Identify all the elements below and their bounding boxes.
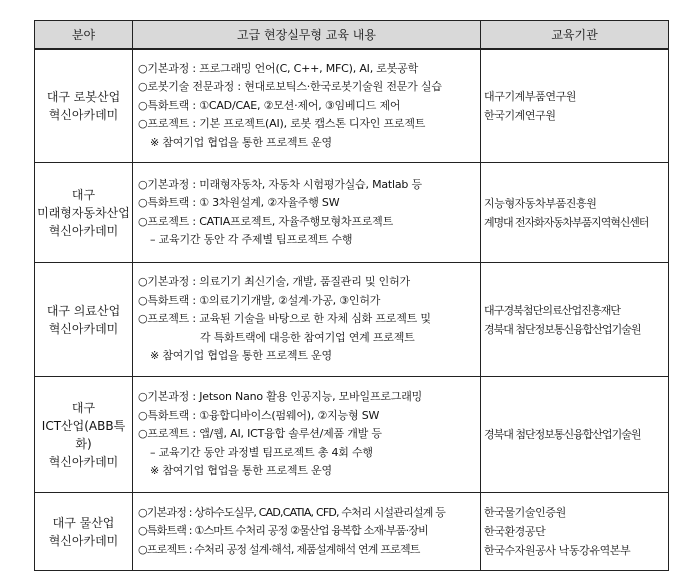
institution-line: 한국물기술인증원: [484, 506, 566, 519]
content-line: ○프로젝트 : 기본 프로젝트(AI), 로봇 캡스톤 디자인 프로젝트: [138, 117, 426, 130]
content-line: ○특화트랙 : ①의료기기개발, ②설계·가공, ③인허가: [138, 293, 381, 307]
content-cell: [133, 163, 481, 263]
content-line: ○프로젝트 : 수처리 공정 설계·해석, 제품설계해석 연계 프로젝트: [138, 542, 420, 556]
field-line: 혁신아카데미: [48, 107, 119, 122]
field-cell: [35, 49, 133, 163]
institution-line: 한국환경공단: [484, 525, 546, 538]
content-line-continued: 각 특화트랙에 대응한 참여기업 연계 프로젝트: [200, 330, 415, 344]
content-line: ○특화트랙 : ①스마트 수처리 공정 ②물산업 융복합 소재·부품·장비: [138, 524, 428, 538]
field-cell: [35, 163, 133, 263]
content-line: ○프로젝트 : 앱/웹, AI, ICT융합 솔루션/제품 개발 등: [138, 427, 382, 441]
field-line: 대구 로봇산업: [46, 89, 121, 104]
content-line: ○로봇기술 전문과정 : 현대로보틱스·한국로봇기술원 전문가 실습: [138, 80, 442, 93]
field-cell: [35, 493, 133, 571]
content-note: ※ 참여기업 협업을 통한 프로젝트 운영: [150, 135, 332, 149]
field-line: 대구 의료산업: [46, 303, 121, 318]
content-line: ○프로젝트 : 교육된 기술을 바탕으로 한 자체 심화 프로젝트 및: [138, 312, 431, 326]
header-field: 분야: [35, 21, 133, 49]
table-header-row: [35, 21, 669, 49]
field-line: ICT산업(ABB특화): [41, 418, 126, 451]
institution-line: 한국기계연구원: [484, 108, 556, 122]
content-cell: [133, 493, 481, 571]
content-note: ※ 참여기업 협업을 통한 프로젝트 운영: [150, 464, 332, 478]
table-row: [35, 263, 669, 377]
institution-cell: [481, 493, 669, 571]
field-line: 대구 물산업: [52, 515, 115, 530]
content-line: ○기본과정 : 상하수도실무, CAD,CATIA, CFD, 수처리 시설관리설계 등: [138, 505, 446, 519]
content-line: ○특화트랙 : ①CAD/CAE, ②모션·제어, ③임베디드 제어: [138, 98, 401, 112]
table-row: [35, 377, 669, 493]
table-row: [35, 493, 669, 571]
institution-line: 경북대 첨단정보통신융합산업기술원: [484, 322, 641, 336]
content-line: ○프로젝트 : CATIA프로젝트, 자율주행모형차프로젝트: [138, 214, 394, 228]
institution-line: 대구기계부품연구원: [484, 89, 577, 103]
academy-table-container: [34, 20, 668, 571]
field-cell: [35, 377, 133, 493]
institution-cell: [481, 263, 669, 377]
field-line: 혁신아카데미: [48, 223, 119, 238]
content-line: ○기본과정 : 의료기기 최신기술, 개발, 품질관리 및 인허가: [138, 275, 410, 289]
institution-line: 경북대 첨단정보통신융합산업기술원: [484, 428, 641, 441]
content-note: – 교육기간 동안 각 주제별 팀프로젝트 수행: [150, 233, 353, 246]
header-institution: 교육기관: [481, 21, 669, 49]
content-line: ○특화트랙 : ① 3차원설계, ②자율주행 SW: [138, 196, 340, 209]
table-row: [35, 49, 669, 163]
field-line: 혁신아카데미: [48, 533, 119, 548]
institution-line: 계명대 전자화자동차부품지역혁신센터: [484, 215, 649, 229]
field-line: 혁신아카데미: [48, 321, 119, 336]
field-line: 혁신아카데미: [48, 454, 119, 469]
field-line: 대구: [71, 400, 96, 415]
content-cell: [133, 263, 481, 377]
institution-cell: [481, 49, 669, 163]
institution-line: 대구경북첨단의료산업진흥재단: [484, 303, 621, 317]
field-cell: [35, 263, 133, 377]
content-note: – 교육기간 동안 과정별 팀프로젝트 총 4회 수행: [150, 445, 373, 459]
content-note: ※ 참여기업 협업을 통한 프로젝트 운영: [150, 349, 332, 363]
content-cell: [133, 377, 481, 493]
field-line: 대구: [71, 187, 96, 202]
content-line: ○기본과정 : Jetson Nano 활용 인공지능, 모바일프로그래밍: [138, 390, 423, 404]
header-content: 고급 현장실무형 교육 내용: [133, 21, 481, 49]
content-line: ○특화트랙 : ①융합디바이스(펌웨어), ②지능형 SW: [138, 408, 380, 422]
institution-cell: [481, 377, 669, 493]
institution-line: 지능형자동차부품진흥원: [484, 196, 597, 210]
content-line: ○기본과정 : 프로그래밍 언어(C, C++, MFC), AI, 로봇공학: [138, 61, 419, 75]
field-line: 미래형자동차산업: [37, 205, 130, 220]
academy-table: [34, 20, 669, 571]
institution-line: 한국수자원공사 낙동강유역본부: [484, 544, 631, 557]
content-line: ○기본과정 : 미래형자동차, 자동차 시험평가실습, Matlab 등: [138, 177, 422, 191]
table-row: [35, 163, 669, 263]
content-cell: [133, 49, 481, 163]
institution-cell: [481, 163, 669, 263]
